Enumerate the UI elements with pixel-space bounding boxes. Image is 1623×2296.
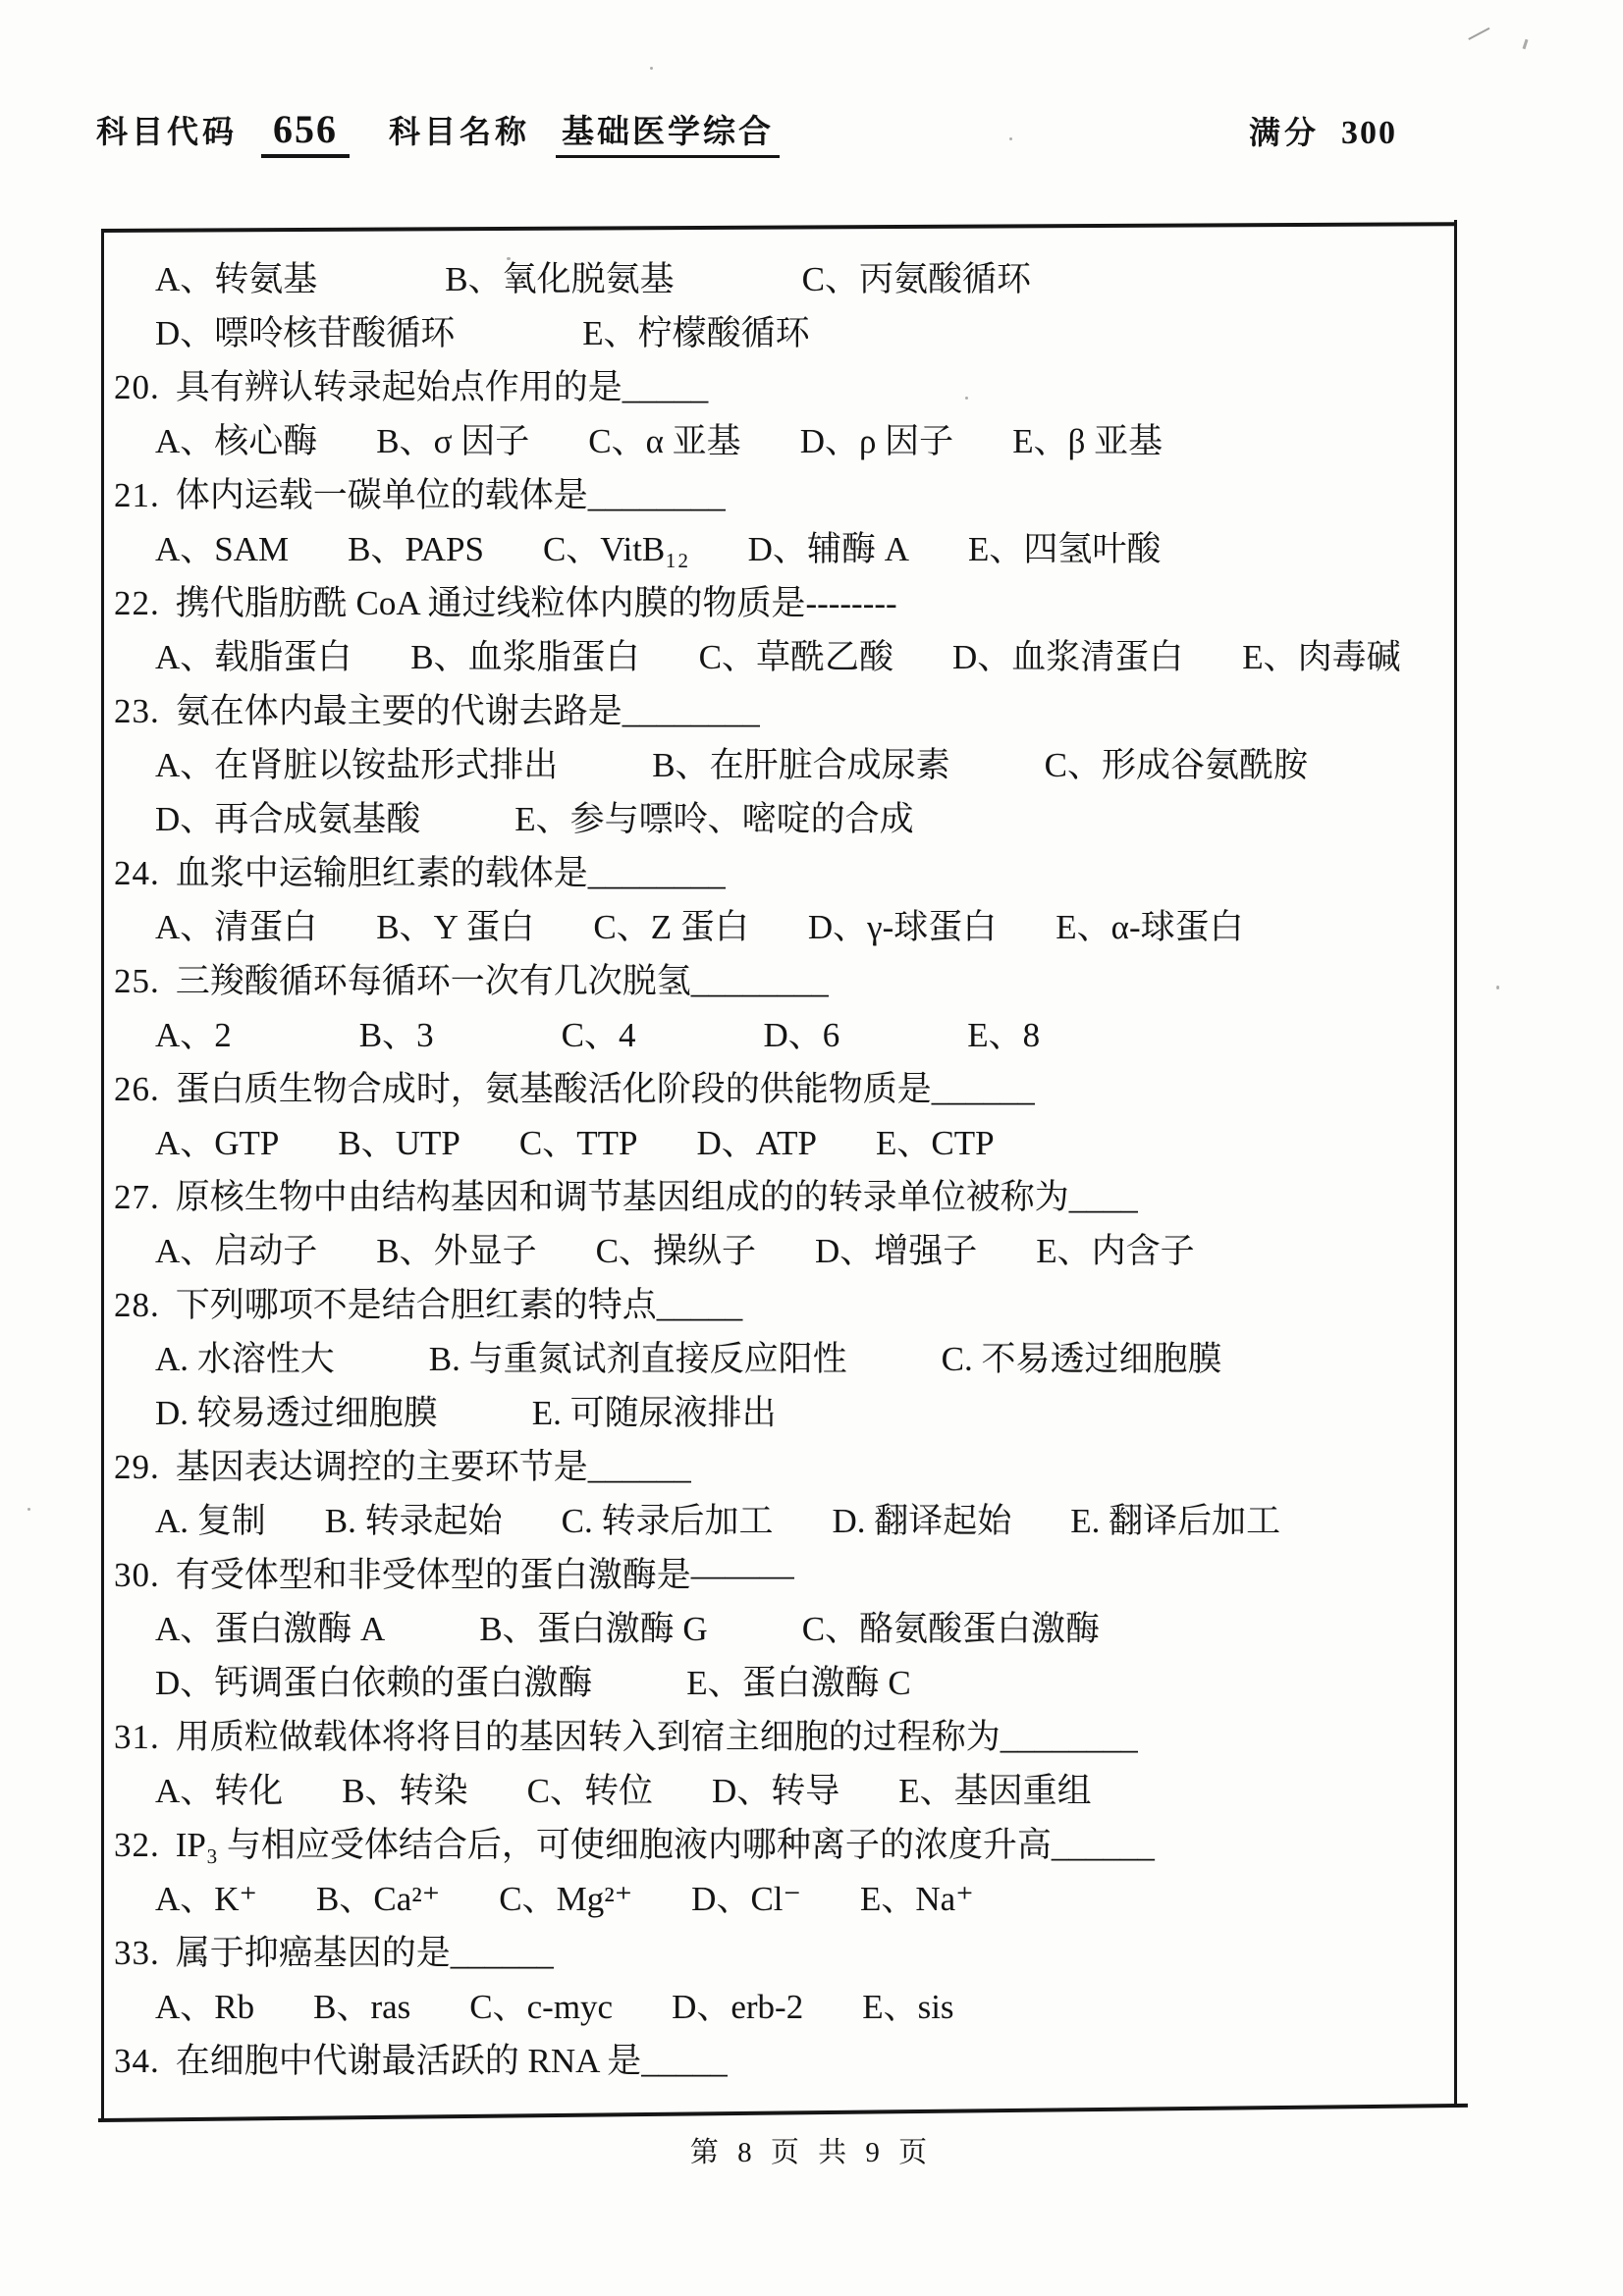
full-score-label: 满分 (1248, 115, 1320, 150)
scan-speck (1009, 137, 1012, 140)
options-line (114, 1602, 1447, 1656)
page-number: 第 8 页 共 9 页 (689, 2137, 934, 2168)
page-header (96, 106, 1530, 158)
question-block (114, 1440, 1447, 1548)
question-stem (114, 684, 1447, 738)
question-number: 24. (114, 854, 160, 892)
question-text: 蛋白质生物合成时，氨基酸活化阶段的供能物质是______ (175, 1070, 1035, 1108)
question-stem (114, 1278, 1447, 1332)
frame-top-border (101, 222, 1457, 233)
question-number: 32. (114, 1826, 160, 1864)
answer-option: D、钙调蛋白依赖的蛋白激酶 (155, 1664, 593, 1702)
scan-speck (507, 257, 511, 260)
scan-speck (1496, 986, 1499, 989)
question-stem (114, 576, 1447, 630)
answer-option: D、增强子 (815, 1232, 978, 1270)
question-block (114, 1548, 1447, 1710)
subject-code-value: 656 (261, 106, 350, 158)
answer-option: B、UTP (338, 1124, 460, 1162)
question-number: 27. (114, 1178, 160, 1216)
options-line (114, 1116, 1447, 1170)
answer-option: A、K⁺ (155, 1880, 258, 1918)
answer-option: C、c-myc (469, 1988, 614, 2026)
answer-option: A、2 (155, 1016, 232, 1054)
answer-option: D、6 (763, 1016, 840, 1054)
subject-name-label: 科目名称 (389, 114, 531, 149)
answer-option: B、Y 蛋白 (376, 908, 535, 946)
question-block (114, 684, 1447, 846)
answer-option: E、8 (967, 1016, 1041, 1054)
options-line (114, 1332, 1447, 1386)
options-line (114, 252, 1447, 306)
answer-option: B、3 (358, 1016, 434, 1054)
question-block (114, 576, 1447, 684)
answer-option: C. 不易透过细胞膜 (941, 1340, 1222, 1378)
question-text: 在细胞中代谢最活跃的 RNA 是_____ (175, 2042, 728, 2080)
answer-option: C、Mg²⁺ (499, 1880, 633, 1918)
question-block (114, 1818, 1447, 1926)
answer-option: B、ras (313, 1988, 411, 2026)
scan-speck (27, 1508, 30, 1511)
full-score (1249, 108, 1397, 153)
answer-option: D、血浆清蛋白 (952, 638, 1184, 676)
question-stem (114, 1818, 1447, 1872)
answer-option: B、在肝脏合成尿素 (652, 746, 950, 784)
question-text: 体内运载一碳单位的载体是________ (175, 476, 726, 514)
question-stem (114, 954, 1447, 1008)
options-line (114, 414, 1447, 468)
question-text: 下列哪项不是结合胆红素的特点_____ (175, 1286, 743, 1324)
answer-option: C、TTP (518, 1124, 638, 1162)
answer-option: D、再合成氨基酸 (155, 800, 421, 838)
answer-option: C、Z 蛋白 (593, 908, 749, 946)
answer-option: C、转位 (526, 1772, 653, 1810)
options-line (114, 1008, 1447, 1062)
answer-option: A. 复制 (155, 1502, 266, 1540)
question-stem (114, 846, 1447, 900)
answer-option: E、四氢叶酸 (967, 530, 1162, 568)
question-block (114, 468, 1447, 576)
answer-option: B、外显子 (376, 1232, 537, 1270)
question-text: 原核生物中由结构基因和调节基因组成的的转录单位被称为____ (175, 1178, 1138, 1216)
answer-option: D、erb-2 (672, 1988, 804, 2026)
answer-option: C、α 亚基 (588, 422, 741, 460)
answer-option: B. 与重氮试剂直接反应阳性 (428, 1340, 847, 1378)
answer-option: E、柠檬酸循环 (582, 314, 810, 352)
answer-option: A、蛋白激酶 A (155, 1610, 386, 1648)
answer-option: A、载脂蛋白 (155, 638, 352, 676)
question-block (114, 1278, 1447, 1440)
answer-option: B、PAPS (348, 530, 484, 568)
answer-option: D、Cl⁻ (691, 1880, 801, 1918)
question-stem (114, 1062, 1447, 1116)
answer-option: E. 翻译后加工 (1070, 1502, 1281, 1540)
options-line (114, 306, 1447, 360)
question-stem (114, 1710, 1447, 1764)
answer-option: B、蛋白激酶 G (479, 1610, 708, 1648)
question-text: 氨在体内最主要的代谢去路是________ (175, 692, 760, 730)
answer-option: A、清蛋白 (155, 908, 318, 946)
frame-bottom-border (98, 2104, 1468, 2122)
question-stem (114, 360, 1447, 414)
question-block (114, 846, 1447, 954)
answer-option: E、sis (862, 1988, 954, 2026)
answer-option: A、SAM (155, 530, 290, 568)
answer-option: A、GTP (155, 1124, 280, 1162)
question-number: 20. (114, 368, 160, 406)
answer-option: E、CTP (875, 1124, 995, 1162)
answer-option: A、转氨基 (155, 260, 318, 298)
question-text: 携代脂肪酰 CoA 通过线粒体内膜的物质是-------- (175, 584, 897, 622)
scan-speck (650, 67, 653, 70)
options-line (114, 1494, 1447, 1548)
options-line (114, 1656, 1447, 1710)
answer-option: C、操纵子 (595, 1232, 756, 1270)
question-block (114, 1062, 1447, 1170)
answer-option: C、4 (561, 1016, 636, 1054)
question-number: 26. (114, 1070, 160, 1108)
answer-option: D、辅酶 A (747, 530, 909, 568)
options-line (114, 1386, 1447, 1440)
answer-option: E、基因重组 (898, 1772, 1092, 1810)
answer-option: C、丙氨酸循环 (801, 260, 1031, 298)
question-number: 23. (114, 692, 160, 730)
answer-option: D. 翻译起始 (832, 1502, 1012, 1540)
answer-option: B、血浆脂蛋白 (410, 638, 640, 676)
question-text: 血浆中运输胆红素的载体是________ (175, 854, 726, 892)
question-number: 29. (114, 1448, 160, 1486)
options-line (114, 1224, 1447, 1278)
answer-option: D、γ-球蛋白 (807, 908, 998, 946)
question-stem (114, 1926, 1447, 1980)
answer-option: B、氧化脱氨基 (445, 260, 675, 298)
answer-option: A、核心酶 (155, 422, 318, 460)
answer-option: B. 转录起始 (324, 1502, 503, 1540)
question-block (114, 360, 1447, 468)
question-text: 具有辨认转录起始点作用的是_____ (175, 368, 709, 406)
answer-option: D、转导 (712, 1772, 840, 1810)
pen-scribble-mark (1464, 19, 1490, 40)
answer-option: C、形成谷氨酰胺 (1044, 746, 1308, 784)
answer-option: D、嘌呤核苷酸循环 (155, 314, 456, 352)
question-block (114, 1710, 1447, 1818)
answer-option: A. 水溶性大 (155, 1340, 335, 1378)
answer-option: E、参与嘌呤、嘧啶的合成 (514, 800, 914, 838)
answer-option: E. 可随尿液排出 (531, 1394, 777, 1432)
options-line (114, 900, 1447, 954)
question-number: 28. (114, 1286, 160, 1324)
answer-option: C. 转录后加工 (561, 1502, 774, 1540)
question-stem (114, 468, 1447, 522)
subject-code-label: 科目代码 (96, 114, 239, 149)
options-line (114, 792, 1447, 846)
answer-option: B、Ca²⁺ (316, 1880, 441, 1918)
question-number: 25. (114, 962, 160, 1000)
answer-option: A、启动子 (155, 1232, 318, 1270)
question-block (114, 1926, 1447, 2034)
question-text: 三羧酸循环每循环一次有几次脱氢________ (175, 962, 829, 1000)
question-text: 基因表达调控的主要环节是______ (175, 1448, 691, 1486)
question-number: 34. (114, 2042, 160, 2080)
answer-option: D. 较易透过细胞膜 (155, 1394, 438, 1432)
answer-option: E、β 亚基 (1012, 422, 1163, 460)
answer-option: C、VitB₁₂ (542, 530, 689, 568)
answer-option: E、肉毒碱 (1242, 638, 1401, 676)
options-line (114, 738, 1447, 792)
question-block (114, 954, 1447, 1062)
question-stem (114, 2034, 1447, 2088)
question-stem (114, 1170, 1447, 1224)
question-text: IP₃ 与相应受体结合后，可使细胞液内哪种离子的浓度升高______ (175, 1826, 1155, 1864)
answer-option: A、在肾脏以铵盐形式排出 (155, 746, 559, 784)
options-line (114, 522, 1447, 576)
answer-option: E、Na⁺ (860, 1880, 974, 1918)
question-text: 用质粒做载体将将目的基因转入到宿主细胞的过程称为________ (175, 1718, 1138, 1756)
full-score-value: 300 (1341, 115, 1397, 151)
answer-option: A、Rb (155, 1988, 255, 2026)
question-text: 有受体型和非受体型的蛋白激酶是——— (175, 1556, 794, 1594)
frame-right-border (1454, 220, 1457, 2105)
subject-name-value: 基础医学综合 (556, 106, 780, 158)
scan-speck (965, 397, 968, 400)
answer-option: D、ρ 因子 (799, 422, 954, 460)
answer-option: C、酪氨酸蛋白激酶 (801, 1610, 1101, 1648)
question-stem (114, 1548, 1447, 1602)
question-stem (114, 1440, 1447, 1494)
question-block (114, 2034, 1447, 2088)
continued-options-block (114, 252, 1447, 360)
question-text: 属于抑癌基因的是______ (175, 1934, 554, 1972)
options-line (114, 630, 1447, 684)
question-number: 30. (114, 1556, 160, 1594)
question-number: 31. (114, 1718, 160, 1756)
page-footer (0, 2130, 1623, 2170)
answer-option: B、转染 (342, 1772, 468, 1810)
options-line (114, 1980, 1447, 2034)
question-number: 33. (114, 1934, 160, 1972)
options-line (114, 1764, 1447, 1818)
answer-option: C、草酰乙酸 (698, 638, 893, 676)
question-block (114, 1170, 1447, 1278)
questions-area (104, 240, 1453, 2088)
answer-option: E、蛋白激酶 C (686, 1664, 911, 1702)
options-line (114, 1872, 1447, 1926)
answer-option: E、内含子 (1036, 1232, 1195, 1270)
question-number: 21. (114, 476, 160, 514)
question-number: 22. (114, 584, 160, 622)
answer-option: B、σ 因子 (376, 422, 530, 460)
answer-option: E、α-球蛋白 (1055, 908, 1244, 946)
answer-option: A、转化 (155, 1772, 284, 1810)
pen-dot-mark (1523, 39, 1529, 49)
answer-option: D、ATP (696, 1124, 817, 1162)
